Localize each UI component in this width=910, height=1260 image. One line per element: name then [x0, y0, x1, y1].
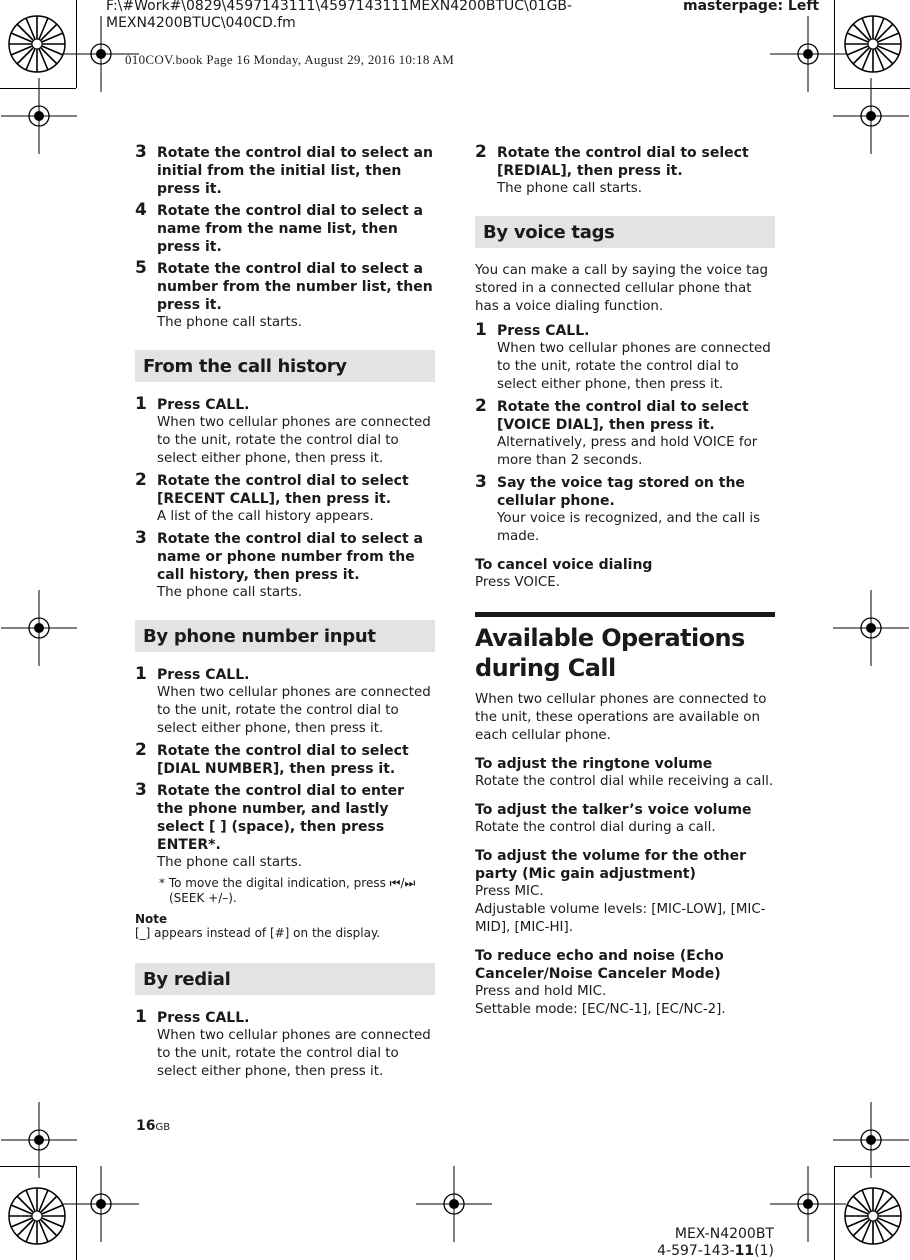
model-name: MEX-N4200BT [674, 1226, 774, 1242]
operation-text: Rotate the control dial during a call. [475, 820, 716, 835]
right-column [475, 144, 775, 1025]
step-item [135, 202, 435, 256]
target-mark-icon [770, 16, 846, 92]
section-heading-phone-number: By phone number input [135, 620, 435, 652]
step-number: 2 [475, 396, 487, 416]
step-description: A list of the call history appears. [157, 509, 374, 524]
step-title: Press CALL. [157, 667, 250, 683]
step-description: The phone call starts. [157, 585, 303, 600]
step-description: Alternatively, press and hold VOICE for more than 2 seconds. [497, 435, 758, 468]
step-title: Rotate the control dial to select a number from the number list, then press it. [157, 261, 433, 313]
model-info [657, 1226, 774, 1260]
step-item [135, 144, 435, 198]
operation-text: Rotate the control dial while receiving a call. [475, 774, 774, 789]
registration-wheel-icon [845, 16, 901, 72]
step-number: 3 [475, 472, 487, 492]
step-title: Rotate the control dial to select a name or phone number from the call history, then press it. [157, 531, 423, 583]
step-title: Rotate the control dial to select [DIAL NUMBER], then press it. [157, 743, 409, 777]
operations-intro: When two cellular phones are connected to the unit, these operations are available on each cellular phone. [475, 692, 767, 743]
target-mark-icon [833, 1102, 909, 1178]
step-number: 4 [135, 200, 147, 220]
step-description: The phone call starts. [497, 181, 643, 196]
section-heading-call-history: From the call history [135, 350, 435, 382]
note-text: [_] appears instead of [#] on the display. [135, 926, 381, 940]
operation-heading: To adjust the talker’s voice volume [475, 802, 752, 818]
step-number: 2 [135, 740, 147, 760]
step-number: 1 [135, 664, 147, 684]
step-description: When two cellular phones are connected to the unit, rotate the control dial to select either phone, then press it. [497, 341, 771, 392]
step-item [135, 742, 435, 778]
section-heading-redial: By redial [135, 963, 435, 995]
step-description: The phone call starts. [157, 315, 303, 330]
step-description: When two cellular phones are connected to the unit, rotate the control dial to select either phone, then press it. [157, 1028, 431, 1079]
step-item [475, 144, 775, 198]
step-number: 1 [135, 1007, 147, 1027]
steps-list [475, 322, 775, 546]
seek-icons: ⏮/⏭ [389, 876, 416, 890]
footnote-text: * To move the digital indication, press [159, 876, 390, 890]
steps-list [135, 396, 435, 602]
step-item [135, 666, 435, 738]
cancel-text: Press VOICE. [475, 575, 560, 590]
file-path-line2: MEXN4200BTUC\040CD.fm [106, 15, 296, 31]
operations-title: Available Operations during Call [475, 612, 775, 683]
target-mark-icon [1, 1102, 77, 1178]
page-suffix: GB [155, 1122, 171, 1133]
step-description: When two cellular phones are connected to the unit, rotate the control dial to select either phone, then press it. [157, 415, 431, 466]
voice-intro: You can make a call by saying the voice tag stored in a connected cellular phone that has a voice dialing function. [475, 263, 769, 314]
cancel-heading: To cancel voice dialing [475, 557, 653, 573]
step-title: Rotate the control dial to select a name from the name list, then press it. [157, 203, 423, 255]
step-description: When two cellular phones are connected to the unit, rotate the control dial to select either phone, then press it. [157, 685, 431, 736]
operation-heading: To adjust the ringtone volume [475, 756, 713, 772]
operation-heading: To adjust the volume for the other party (Mic gain adjustment) [475, 848, 747, 882]
step-title: Rotate the control dial to select [VOICE DIAL], then press it. [497, 399, 749, 433]
masterpage-label: masterpage: Left [683, 0, 820, 14]
registration-wheel-icon [9, 1188, 65, 1244]
left-column [135, 144, 435, 1085]
target-mark-icon [770, 1166, 846, 1242]
steps-list [135, 666, 435, 872]
step-number: 2 [135, 470, 147, 490]
step-title: Rotate the control dial to enter the phone number, and lastly select [ ] (space), then press ENTER*. [157, 783, 405, 853]
target-mark-icon [833, 590, 909, 666]
step-number: 2 [475, 142, 487, 162]
step-title: Press CALL. [157, 1010, 250, 1026]
step-title: Rotate the control dial to select [RECENT CALL], then press it. [157, 473, 409, 507]
step-title: Rotate the control dial to select an initial from the initial list, then press it. [157, 145, 433, 197]
step-number: 1 [135, 394, 147, 414]
target-mark-icon [63, 1166, 139, 1242]
step-item [475, 474, 775, 546]
steps-list [475, 144, 775, 198]
part-prefix: 4-597-143- [657, 1243, 735, 1259]
target-mark-icon [833, 78, 909, 154]
steps-list [135, 144, 435, 332]
section-heading-voice-tags: By voice tags [475, 216, 775, 248]
step-number: 1 [475, 320, 487, 340]
registration-wheel-icon [9, 16, 65, 72]
step-description: The phone call starts. [157, 855, 303, 870]
step-number: 5 [135, 258, 147, 278]
operation-text: Press and hold MIC. Settable mode: [EC/NC-1], [EC/NC-2]. [475, 984, 726, 1017]
registration-wheel-icon [845, 1188, 901, 1244]
steps-list [135, 1009, 435, 1081]
file-path-line1: F:\#Work#\0829\4597143111\4597143111MEXN4200BTUC\01GB- [106, 0, 573, 14]
page-number-value: 16 [136, 1118, 156, 1134]
step-number: 3 [135, 528, 147, 548]
step-item [135, 396, 435, 468]
step-number: 3 [135, 142, 147, 162]
book-info: 010COV.book Page 16 Monday, August 29, 2016 10:18 AM [125, 52, 455, 67]
target-mark-icon [1, 590, 77, 666]
operation-heading: To reduce echo and noise (Echo Canceler/Noise Canceler Mode) [475, 948, 724, 982]
part-suffix: (1) [754, 1243, 774, 1259]
operations-list [475, 755, 775, 1019]
step-title: Press CALL. [157, 397, 250, 413]
step-item [475, 322, 775, 394]
step-item [135, 1009, 435, 1081]
part-bold: 11 [734, 1243, 755, 1259]
step-item [135, 530, 435, 602]
operation-text: Press MIC. Adjustable volume levels: [MIC-LOW], [MIC-MID], [MIC-HI]. [475, 884, 766, 935]
step-item [135, 260, 435, 332]
target-mark-icon [63, 16, 139, 92]
part-number [657, 1243, 774, 1260]
note-title: Note [135, 912, 168, 926]
footnote-text-end: (SEEK +/–). [169, 891, 237, 905]
footnote [157, 876, 435, 906]
target-mark-icon [416, 1166, 492, 1242]
target-mark-icon [1, 78, 77, 154]
step-number: 3 [135, 780, 147, 800]
step-description: Your voice is recognized, and the call is made. [497, 511, 761, 544]
step-title: Press CALL. [497, 323, 590, 339]
page-number [136, 1118, 170, 1134]
step-item [135, 782, 435, 872]
step-title: Say the voice tag stored on the cellular phone. [497, 475, 745, 509]
step-item [475, 398, 775, 470]
step-title: Rotate the control dial to select [REDIAL], then press it. [497, 145, 749, 179]
step-item [135, 472, 435, 526]
